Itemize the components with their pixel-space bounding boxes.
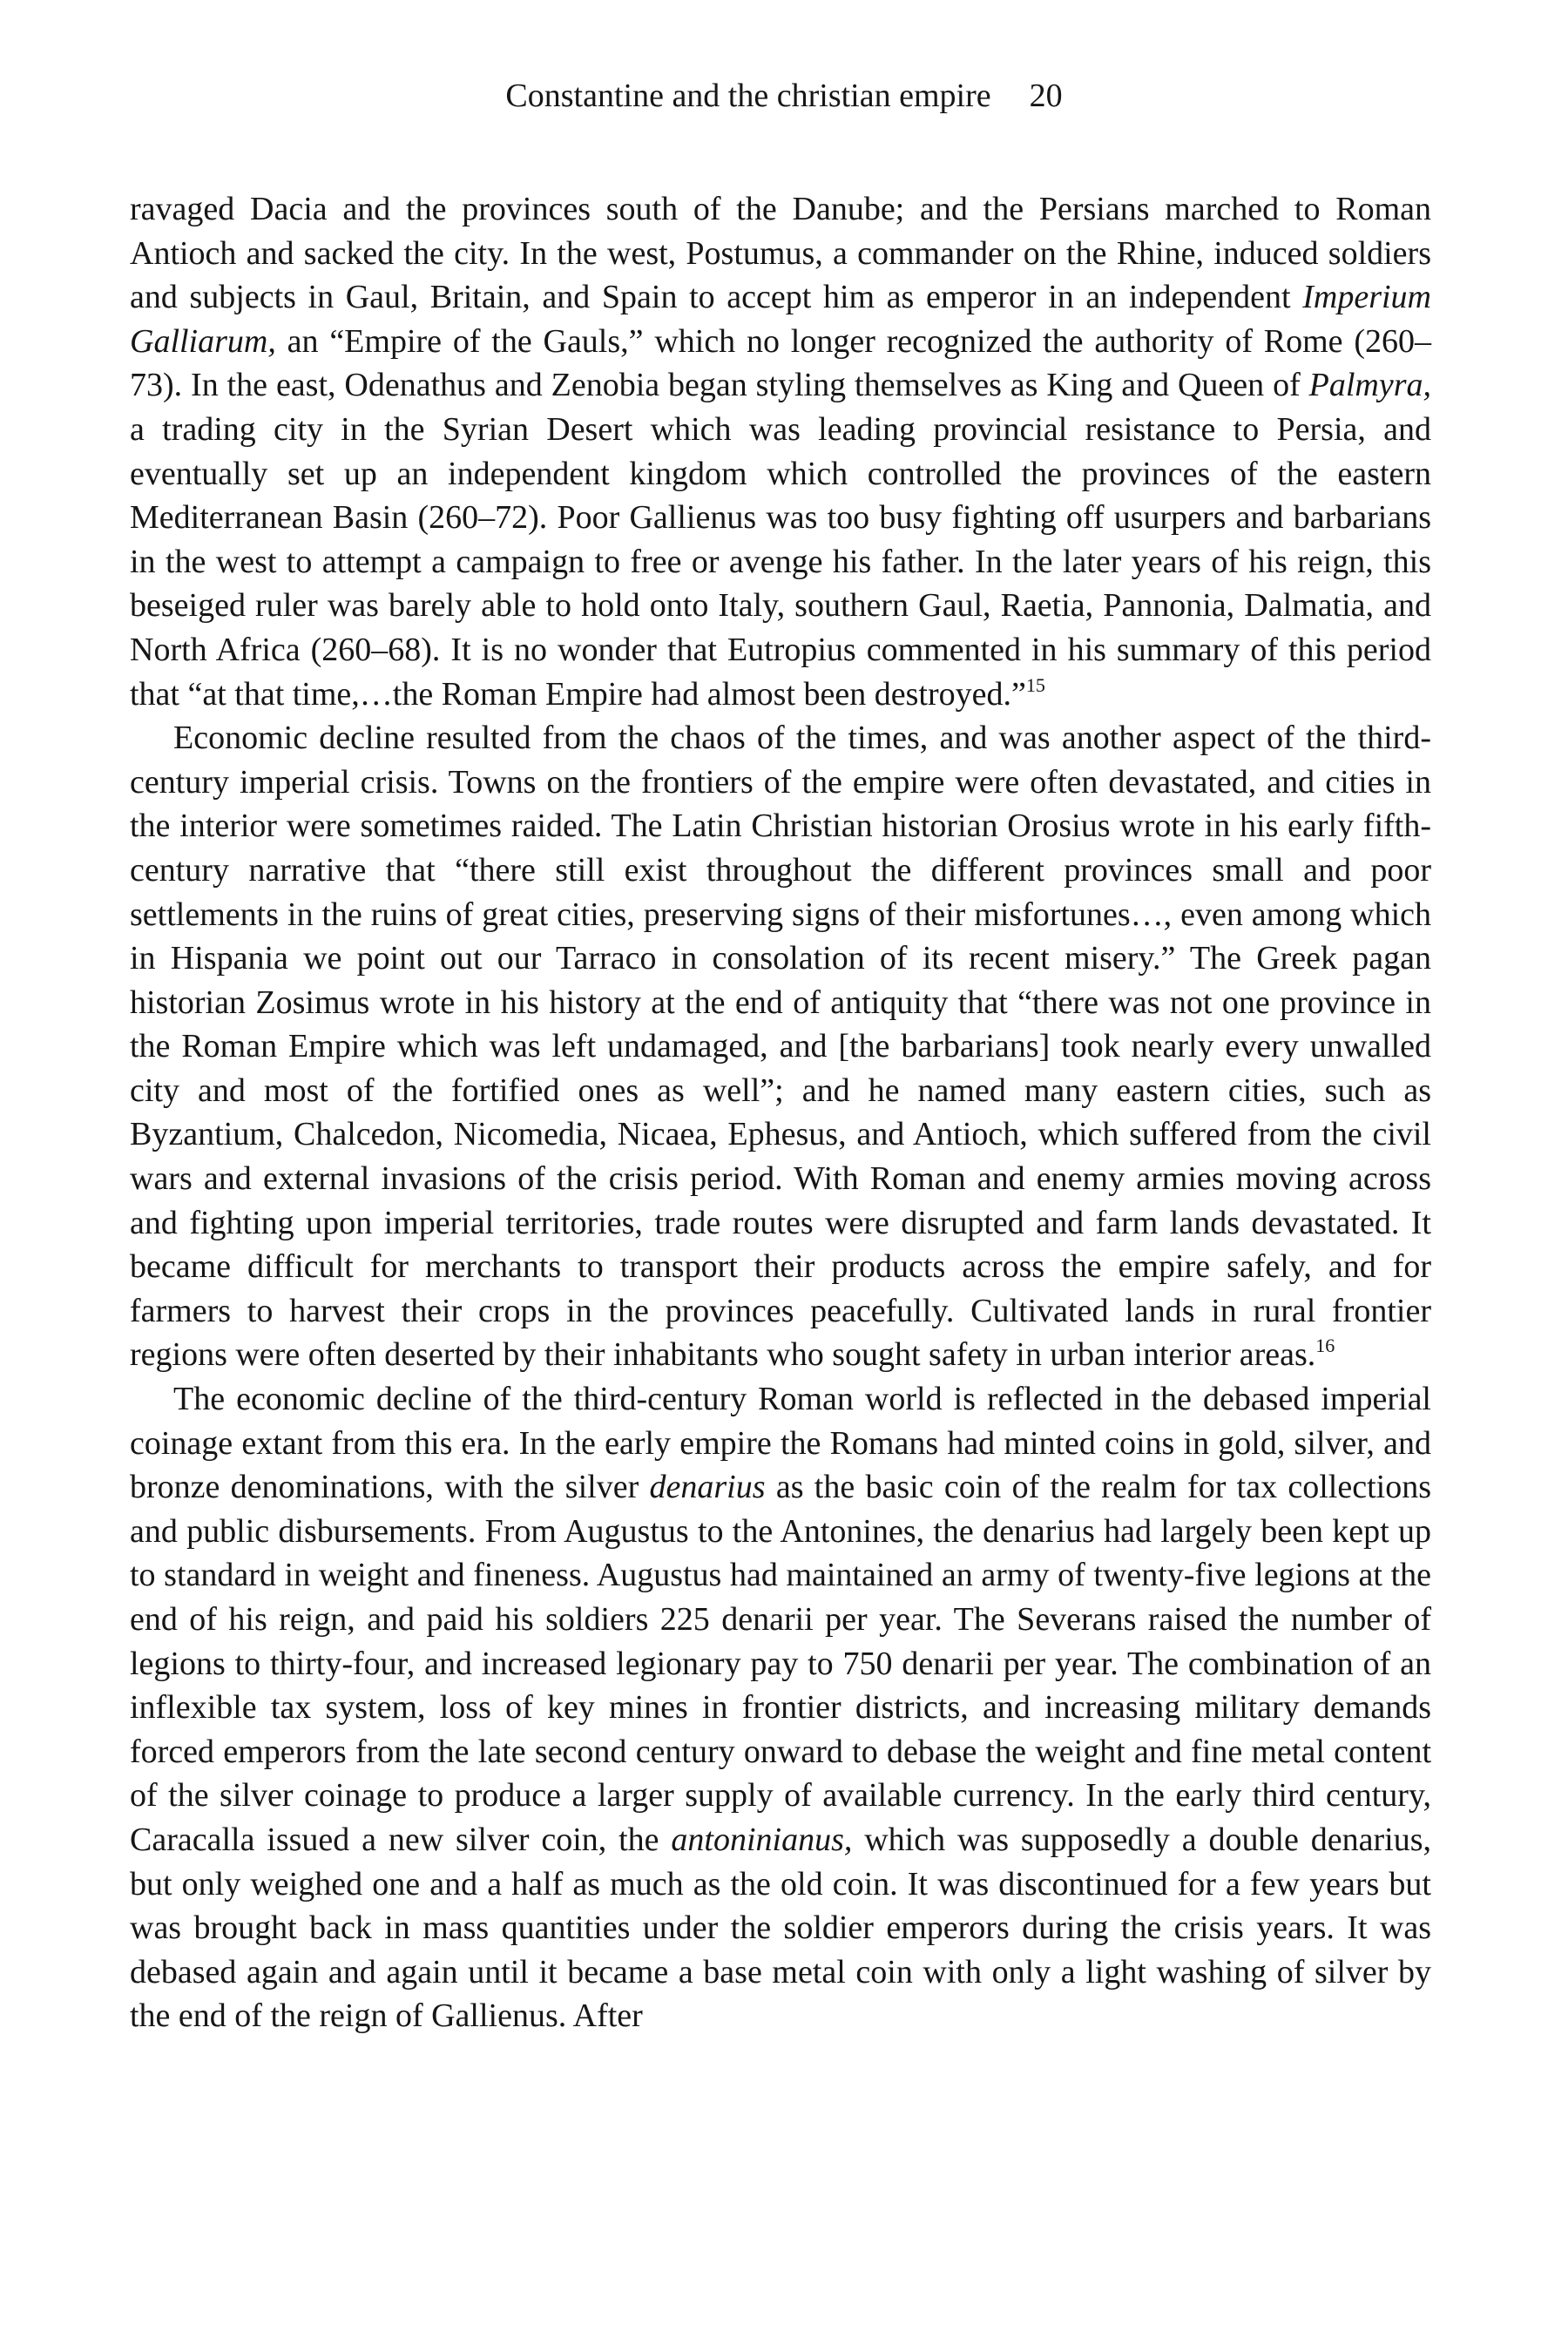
text-run: The economic decline of the third-century Roman world is reflected in the debased imperial coinage extant from this era. In the early empire the Romans had minted coins in gold, silver, and bronze denominations, with the silver <box>130 1381 1431 1506</box>
text-run: a trading city in the Syrian Desert which was leading provincial resistance to Persia, and eventually set up an independent kingdom which controlled the provinces of the eastern Mediterranean Basin (260–72). Poor Gallienus was too busy fighting off usurpers and barbarians in the west to attempt a campaign to free or avenge his father. In the later years of his reign, this beseiged ruler was barely able to hold onto Italy, southern Gaul, Raetia, Pannonia, Dalmatia, and North Africa (260–68). It is no wonder that Eutropius commented in his summary of this period that “at that time,…the Roman Empire had almost been destroyed.” <box>130 410 1431 713</box>
text-run: as the basic coin of the realm for tax collections and public disbursements. From Augustus to the Antonines, the denarius had largely been kept up to standard in weight and fineness. Augustus had maintained an army of twenty-five legions at the end of his reign, and paid his soldiers 225 denarii per year. The Severans raised the number of legions to thirty-four, and increased legionary pay to 750 denarii per year. The combination of an inflexible tax system, loss of key mines in frontier districts, and increasing military demands forced emperors from the late second century onward to debase the weight and fine metal content of the silver coinage to produce a larger supply of available currency. In the early third century, Caracalla issued a new silver coin, the <box>130 1469 1431 1858</box>
paragraph <box>130 1377 1431 2038</box>
paragraph <box>130 187 1431 716</box>
text-run: which was supposedly a double denarius, but only weighed one and a half as much as the old coin. It was discontinued for a few years but was brought back in mass quantities under the soldier emperors during the crisis years. It was debased again and again until it became a base metal coin with only a light washing of silver by the end of the reign of Gallienus. After <box>130 1821 1431 2035</box>
running-header <box>0 73 1568 118</box>
text-run: ravaged Dacia and the provinces south of the Danube; and the Persians marched to Roman Antioch and sacked the city. In the west, Postumus, a commander on the Rhine, induced soldiers and subjects in Gaul, Britain, and Spain to accept him as emperor in an independent <box>130 191 1431 316</box>
text-run: Economic decline resulted from the chaos of the times, and was another aspect of the third-century imperial crisis. Towns on the frontiers of the empire were often devastated, and cities in the interior were sometimes raided. The Latin Christian historian Orosius wrote in his early fifth-century narrative that “there still exist throughout the different provinces small and poor settlements in the ruins of great cities, preserving signs of their misfortunes…, even among which in Hispania we point out our Tarraco in consolation of its recent misery.” The Greek pagan historian Zosimus wrote in his history at the end of antiquity that “there was not one province in the Roman Empire which was left undamaged, and [the barbarians] took nearly every unwalled city and most of the fortified ones as well”; and he named many eastern cities, such as Byzantium, Chalcedon, Nicomedia, Nicaea, Ephesus, and Antioch, which suffered from the civil wars and external invasions of the crisis period. With Roman and enemy armies moving across and fighting upon imperial territories, trade routes were disrupted and farm lands devastated. It became difficult for merchants to transport their products across the empire safely, and for farmers to harvest their crops in the provinces peacefully. Cultivated lands in rural frontier regions were often deserted by their inhabitants who sought safety in urban interior areas. <box>130 720 1431 1374</box>
text-run: an “Empire of the Gauls,” which no longer recognized the authority of Rome (260–73). In the east, Odenathus and Zenobia began styling themselves as King and Queen of <box>130 322 1431 404</box>
italic-term: Imperium Galliarum, <box>130 279 1431 360</box>
footnote-marker: 15 <box>1025 673 1045 696</box>
italic-term: Palmyra, <box>1308 367 1431 404</box>
body-text <box>130 187 1431 2038</box>
page-number: 20 <box>1029 78 1063 114</box>
paragraph <box>130 716 1431 1377</box>
italic-term: denarius <box>649 1469 766 1506</box>
footnote-marker: 16 <box>1315 1335 1335 1357</box>
running-header-title: Constantine and the christian empire <box>505 78 991 114</box>
italic-term: antoninianus, <box>671 1821 853 1858</box>
